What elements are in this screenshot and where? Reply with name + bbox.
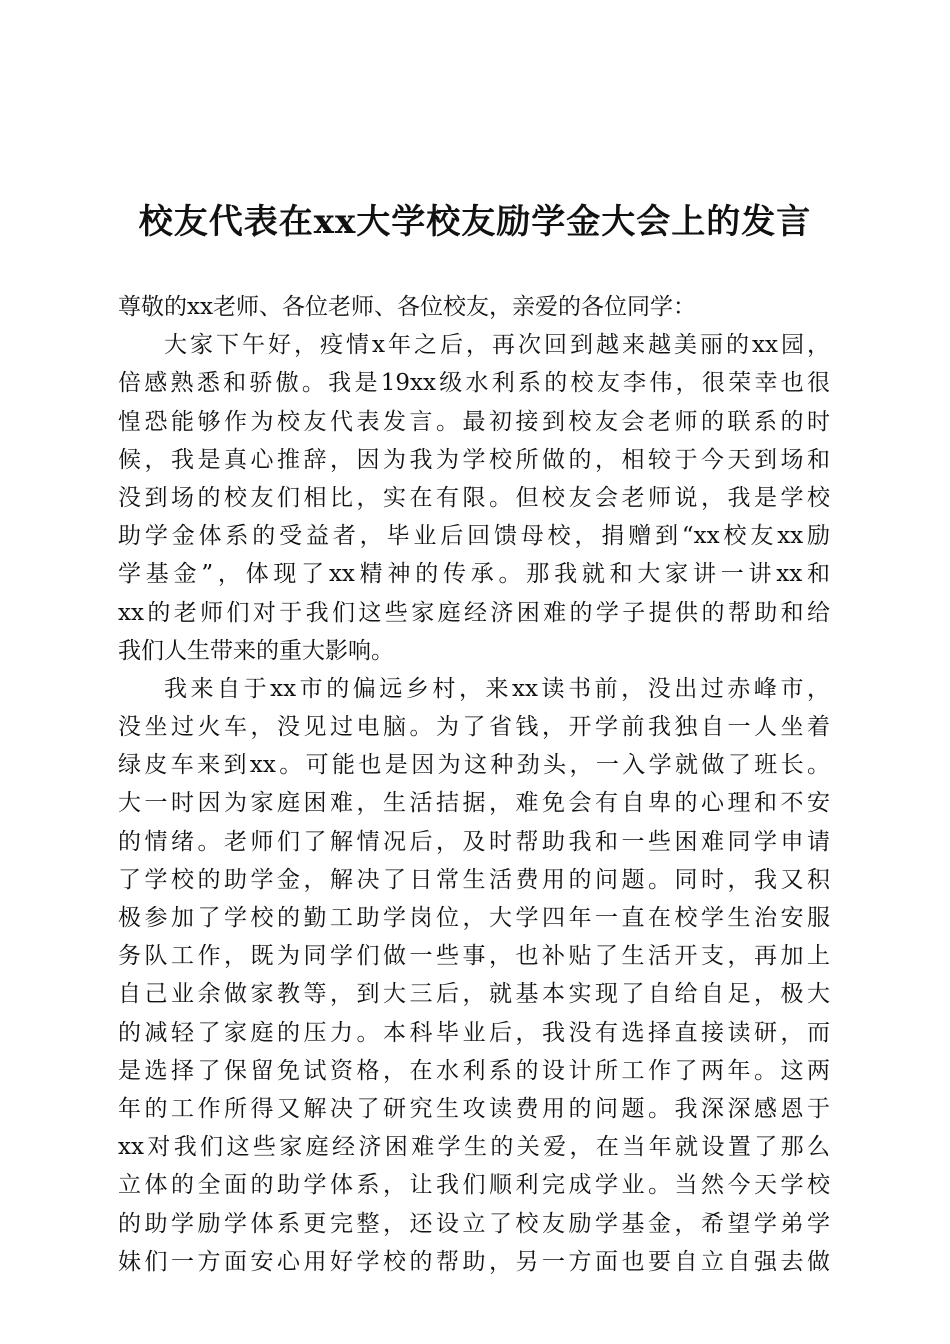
- document-body: [118, 288, 830, 1281]
- paragraph-2-line: 年的工作所得又解决了研究生攻读费用的问题。我深深感恩于: [118, 1095, 830, 1122]
- paragraph-2-line: 没坐过火车，没见过电脑。为了省钱，开学前我独自一人坐着: [118, 714, 830, 741]
- paragraph-2-line: 务队工作，既为同学们做一些事，也补贴了生活开支，再加上: [118, 943, 830, 970]
- paragraph-2-line: 绿皮车来到xx。可能也是因为这种劲头，一入学就做了班长。: [118, 752, 830, 779]
- paragraph-1-line: 我们人生带来的重大影响。: [118, 637, 394, 664]
- paragraph-1-line: 助学金体系的受益者，毕业后回馈母校，捐赠到“xx校友xx励: [118, 523, 830, 550]
- paragraph-2-line: 立体的全面的助学体系，让我们顺利完成学业。当然今天学校: [118, 1172, 830, 1199]
- salutation-line: 尊敬的xx老师、各位老师、各位校友，亲爱的各位同学：: [118, 294, 696, 320]
- paragraph-1-line: xx的老师们对于我们这些家庭经济困难的学子提供的帮助和给: [118, 599, 830, 626]
- paragraph-2-line: 大一时因为家庭困难，生活拮据，难免会有自卑的心理和不安: [118, 790, 830, 817]
- paragraph-2-line: 的减轻了家庭的压力。本科毕业后，我没有选择直接读研，而: [118, 1019, 830, 1046]
- paragraph-2-line: 了学校的助学金，解决了日常生活费用的问题。同时，我又积: [118, 866, 830, 893]
- paragraph-1-line: 没到场的校友们相比，实在有限。但校友会老师说，我是学校: [118, 484, 830, 511]
- paragraph-1-line: 倍感熟悉和骄傲。我是19xx级水利系的校友李伟，很荣幸也很: [118, 370, 830, 397]
- paragraph-2-line: 的助学励学体系更完整，还设立了校友励学基金，希望学弟学: [118, 1210, 830, 1237]
- document-title: 校友代表在xx大学校友励学金大会上的发言: [138, 202, 812, 242]
- paragraph-2-line: 妹们一方面安心用好学校的帮助，另一方面也要自立自强去做: [118, 1248, 830, 1275]
- paragraph-2-line: 极参加了学校的勤工助学岗位，大学四年一直在校学生治安服: [118, 905, 830, 931]
- paragraph-2-line: 的情绪。老师们了解情况后，及时帮助我和一些困难同学申请: [118, 828, 830, 855]
- paragraph-2-line: 是选择了保留免试资格，在水利系的设计所工作了两年。这两: [118, 1057, 830, 1084]
- paragraph-1-line: 大家下午好，疫情x年之后，再次回到越来越美丽的xx园，: [164, 332, 830, 359]
- paragraph-2-line: 自己业余做家教等，到大三后，就基本实现了自给自足，极大: [118, 981, 830, 1008]
- paragraph-2-line: xx对我们这些家庭经济困难学生的关爱，在当年就设置了那么: [118, 1134, 830, 1161]
- paragraph-1-line: 学基金”，体现了xx精神的传承。那我就和大家讲一讲xx和: [118, 561, 830, 588]
- paragraph-2-line: 我来自于xx市的偏远乡村，来xx读书前，没出过赤峰市，: [164, 675, 830, 702]
- paragraph-1-line: 惶恐能够作为校友代表发言。最初接到校友会老师的联系的时: [118, 408, 830, 435]
- paragraph-1-line: 候，我是真心推辞，因为我为学校所做的，相较于今天到场和: [118, 446, 830, 473]
